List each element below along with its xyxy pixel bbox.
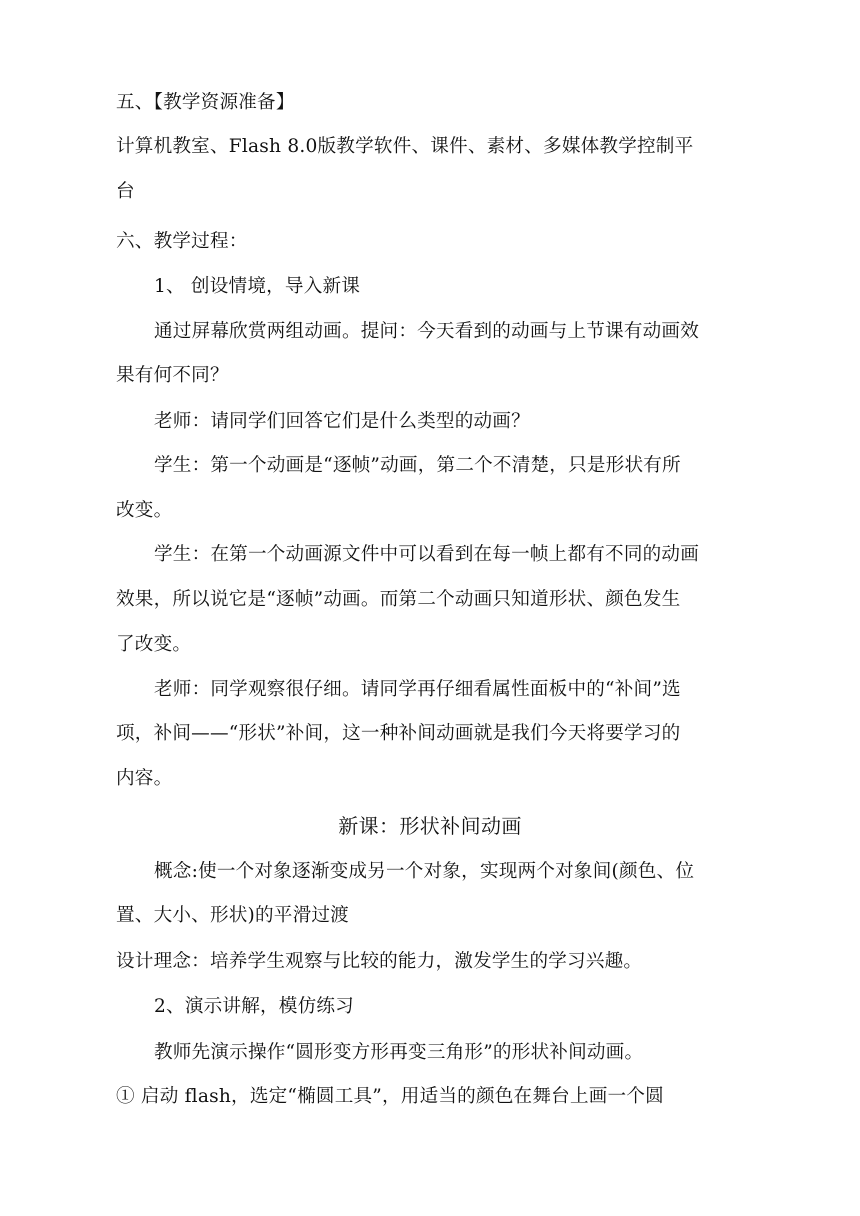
paragraph-line: 内容。 bbox=[116, 768, 173, 789]
section-heading-process: 六、教学过程： bbox=[116, 231, 248, 252]
paragraph-line: 学生：在第一个动画源文件中可以看到在每一帧上都有不同的动画 bbox=[154, 544, 700, 565]
paragraph-line: 学生：第一个动画是“逐帧”动画，第二个不清楚，只是形状有所 bbox=[154, 455, 681, 476]
lesson-title: 新课：形状补间动画 bbox=[338, 814, 522, 838]
paragraph-line: 改变。 bbox=[116, 500, 173, 521]
paragraph-line: 了改变。 bbox=[116, 634, 192, 655]
paragraph-line: 台 bbox=[116, 181, 135, 202]
paragraph-line: 老师：同学观察很仔细。请同学再仔细看属性面板中的“补间”选 bbox=[154, 679, 681, 700]
paragraph-line: 老师：请同学们回答它们是什么类型的动画？ bbox=[154, 411, 530, 432]
step-heading: 1、 创设情境，导入新课 bbox=[154, 276, 361, 297]
paragraph-line: 设计理念：培养学生观察与比较的能力，激发学生的学习兴趣。 bbox=[116, 951, 643, 972]
paragraph-line: 通过屏幕欣赏两组动画。提问：今天看到的动画与上节课有动画效 bbox=[154, 321, 700, 342]
paragraph-line: 项，补间——“形状”补间，这一种补间动画就是我们今天将要学习的 bbox=[116, 723, 681, 744]
paragraph-line: 概念:使一个对象逐渐变成另一个对象，实现两个对象间(颜色、位 bbox=[154, 861, 695, 882]
step-heading: 2、演示讲解，模仿练习 bbox=[154, 996, 354, 1017]
paragraph-line: 效果，所以说它是“逐帧”动画。而第二个动画只知道形状、颜色发生 bbox=[116, 589, 681, 610]
paragraph-line: 置、大小、形状)的平滑过渡 bbox=[116, 905, 349, 926]
paragraph-line: 果有何不同？ bbox=[116, 365, 229, 386]
list-item-step-1: ① 启动 flash，选定“椭圆工具”，用适当的颜色在舞台上画一个圆 bbox=[116, 1086, 664, 1107]
paragraph-line: 教师先演示操作“圆形变方形再变三角形”的形状补间动画。 bbox=[154, 1042, 644, 1063]
section-heading-resources: 五、【教学资源准备】 bbox=[116, 92, 295, 113]
paragraph-line: 计算机教室、Flash 8.0版教学软件、课件、素材、多媒体教学控制平 bbox=[116, 136, 694, 157]
